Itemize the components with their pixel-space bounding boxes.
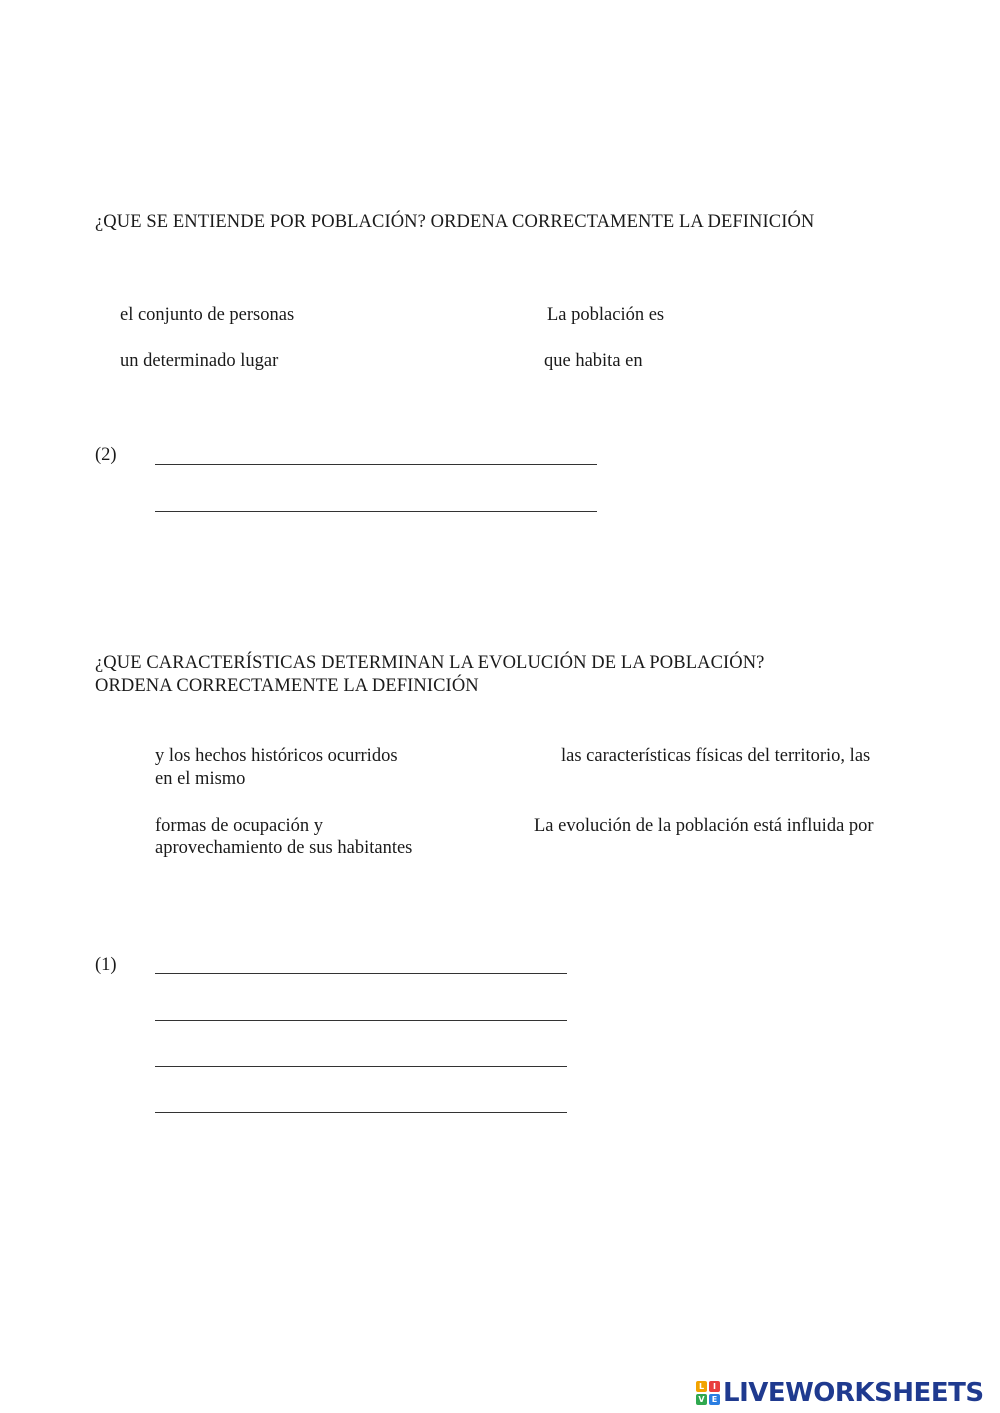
points-label-1: (2): [95, 445, 117, 465]
fragment-1a: el conjunto de personas: [120, 305, 295, 325]
fragment-2d: La evolución de la población está influida por: [534, 816, 874, 836]
fragment-2c-line2: aprovechamiento de sus habitantes: [155, 838, 413, 858]
answer-line-2-2[interactable]: [155, 1020, 567, 1021]
answer-line-1-2[interactable]: [155, 511, 597, 512]
answer-line-2-1[interactable]: [155, 973, 567, 974]
fragment-2b: las características físicas del territorio, las: [561, 746, 871, 766]
fragment-2a-line1: y los hechos históricos ocurridos: [155, 746, 398, 766]
answer-line-1-1[interactable]: [155, 464, 597, 465]
fragment-1d: que habita en: [544, 351, 643, 371]
logo-mark-icon: L I V E: [696, 1381, 720, 1405]
answer-line-2-3[interactable]: [155, 1066, 567, 1067]
liveworksheets-logo: [696, 1376, 984, 1410]
logo-wordmark: LIVEWORKSHEETS: [723, 1378, 984, 1408]
question-1-title: ¿QUE SE ENTIENDE POR POBLACIÓN? ORDENA CORRECTAMENTE LA DEFINICIÓN: [95, 212, 815, 232]
answer-line-2-4[interactable]: [155, 1112, 567, 1113]
fragment-1c: un determinado lugar: [120, 351, 279, 371]
question-2-title-line2: ORDENA CORRECTAMENTE LA DEFINICIÓN: [95, 676, 479, 696]
points-label-2: (1): [95, 955, 117, 975]
fragment-1b: La población es: [547, 305, 665, 325]
question-2-title-line1: ¿QUE CARACTERÍSTICAS DETERMINAN LA EVOLUCIÓN DE LA POBLACIÓN?: [95, 653, 765, 673]
fragment-2c-line1: formas de ocupación y: [155, 816, 323, 836]
fragment-2a-line2: en el mismo: [155, 769, 246, 789]
